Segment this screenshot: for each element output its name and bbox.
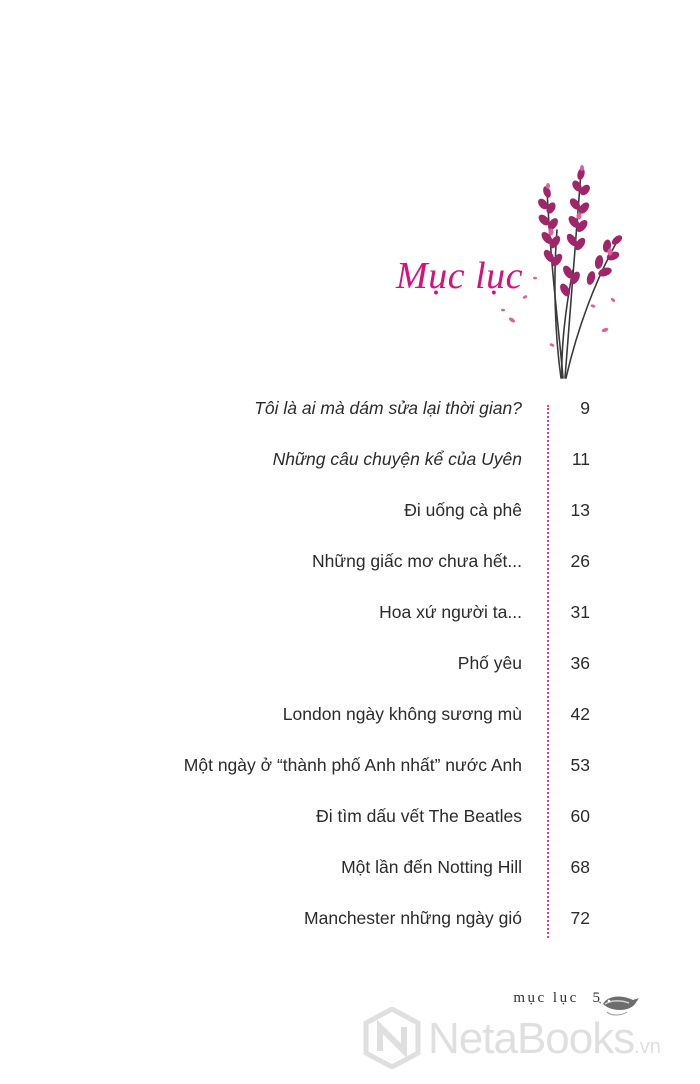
toc-entry-page: 72 [570,908,590,928]
toc-entry-title: Manchester những ngày gió [304,908,522,928]
toc-entry-title: Đi tìm dấu vết The Beatles [316,806,522,826]
lavender-flower-icon [495,160,635,385]
toc-entry-title: Phố yêu [457,653,522,673]
watermark-brand: NetaBooks [428,1014,635,1063]
toc-entry [0,745,700,785]
toc-entry-page: 26 [570,551,590,571]
toc-entry-page: 42 [570,704,590,724]
page-title: Mục lục [396,255,523,297]
watermark [362,1005,692,1075]
toc-entry-page: 60 [570,806,590,826]
toc-entry-page: 13 [570,500,590,520]
toc-entry-title: Đi uống cà phê [404,500,522,520]
watermark-suffix: .vn [634,1036,661,1058]
toc-entry [0,898,700,938]
toc-entry-title: Một ngày ở “thành phố Anh nhất” nước Anh [183,755,522,775]
toc-entry [0,694,700,734]
toc-entry-title: Những giấc mơ chưa hết... [312,551,522,571]
toc-entry-title: Những câu chuyện kể của Uyên [272,449,522,469]
toc-entry [0,847,700,887]
toc-entry [0,388,700,428]
table-of-contents [0,388,700,948]
toc-entry [0,439,700,479]
toc-entry [0,490,700,530]
toc-entry-page: 9 [580,398,590,418]
toc-entry [0,592,700,632]
toc-entry-page: 68 [570,857,590,877]
footer-section-label: mục lục [513,990,579,1006]
toc-entry-page: 11 [571,449,590,469]
toc-entry-page: 53 [570,755,590,775]
toc-entry [0,643,700,683]
toc-entry-title: Tôi là ai mà dám sửa lại thời gian? [254,398,522,418]
toc-entry-title: London ngày không sương mù [282,704,522,724]
netabooks-logo-icon [362,1007,422,1069]
watermark-text [428,1014,661,1064]
toc-entry-page: 31 [570,602,590,622]
toc-entry-page: 36 [570,653,590,673]
toc-entry [0,796,700,836]
toc-entry [0,541,700,581]
dotted-divider [547,405,549,938]
page-number: 5 [592,990,600,1006]
toc-entry-title: Một lần đến Notting Hill [341,857,522,877]
toc-entry-title: Hoa xứ người ta... [379,602,522,622]
